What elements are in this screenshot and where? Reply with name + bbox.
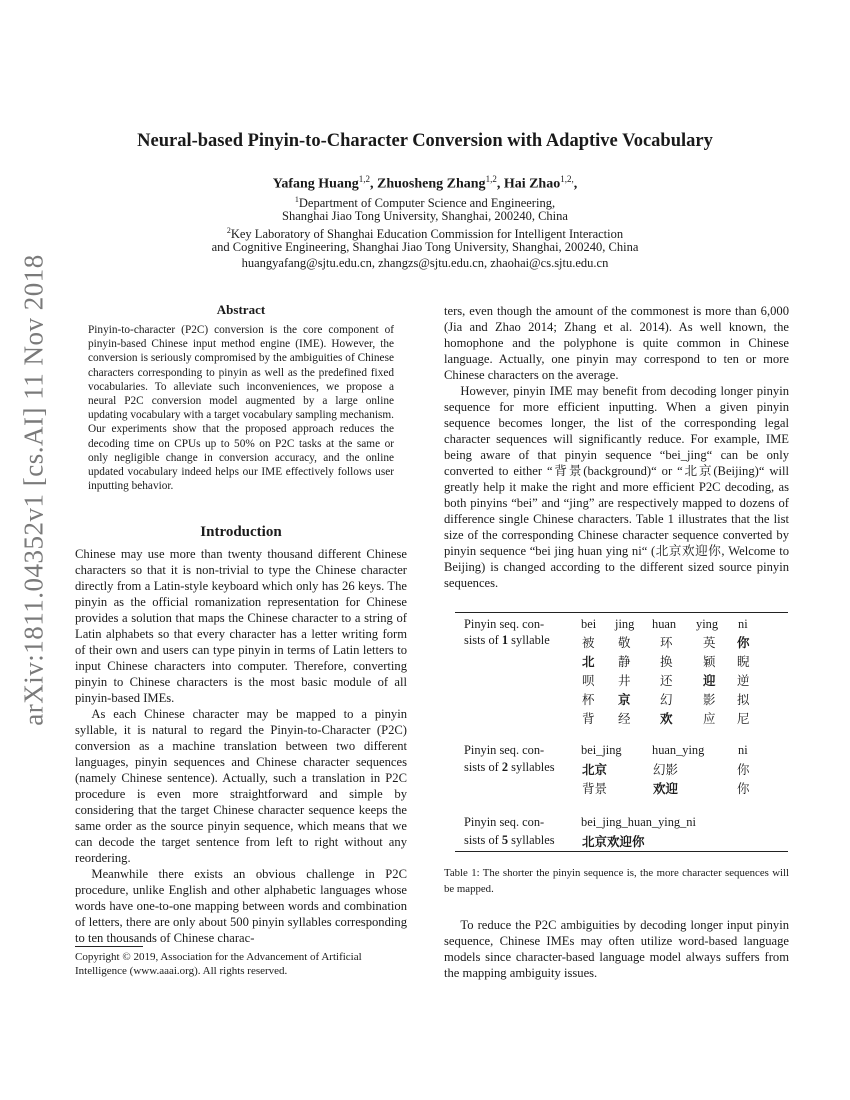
author-sep: ,: [573, 176, 578, 192]
table-cell: 你: [737, 762, 750, 777]
table-cell: 逆: [737, 673, 750, 688]
author-name: Hai Zhao: [503, 176, 561, 192]
label-text: syllables: [508, 760, 555, 774]
author-name: Yafang Huang: [272, 176, 359, 192]
table-cell-highlight: 你: [737, 635, 750, 650]
table-cell: 应: [703, 711, 716, 726]
paragraph: As each Chinese character may be mapped to a pinyin syllable, it is natural to regard the Pinyin-to-Character (P2C) conversion as a machine translation between two different languages, pinyin sequences and Chinese character sequences (namely Chinese sentence). Actually, such a translation in P2C procedure is even more straightforward and simple by considering that the target Chinese character sequence keeps the same order as the source pinyin sequence, which means that we can decode the target sentence from left to right without any reordering.: [75, 707, 407, 865]
label-text: syllable: [508, 633, 550, 647]
table-cell-highlight: 北: [582, 654, 595, 669]
table-header-cell: ying: [696, 617, 719, 631]
affil-text: Department of Computer Science and Engineering,: [298, 196, 556, 211]
author-affil-sup: 1,2,: [560, 174, 574, 184]
author-emails: huangyafang@sjtu.edu.cn, zhangzs@sjtu.edu.cn, zhaohai@cs.sjtu.edu.cn: [241, 256, 609, 270]
table-header-cell: ni: [738, 743, 748, 757]
right-column-body-continued: [444, 917, 789, 981]
table-header-cell: huan_ying: [652, 743, 705, 757]
table-header-cell: bei_jing: [581, 743, 622, 757]
table-cell-highlight: 北京欢迎你: [582, 834, 645, 849]
table-cell: 经: [618, 711, 631, 726]
label-text: sists of: [464, 633, 502, 647]
table-cell-highlight: 京: [618, 692, 631, 707]
section-label: [464, 633, 550, 648]
section-label: [464, 760, 555, 775]
table-cell: 井: [618, 673, 631, 688]
introduction-heading: Introduction: [200, 524, 282, 540]
table-cell-highlight: 欢迎: [653, 781, 679, 796]
label-number: 2: [501, 760, 509, 774]
table-cell: 你: [737, 781, 750, 796]
table-cell-highlight: 北京: [582, 762, 608, 777]
table-cell: 影: [703, 692, 716, 707]
affil-text: Key Laboratory of Shanghai Education Commission for Intelligent Interaction: [230, 227, 624, 242]
section-label: Pinyin seq. con-: [464, 617, 545, 631]
table-cell: 敬: [618, 635, 631, 650]
abstract-text: Pinyin-to-character (P2C) conversion is the core component of pinyin-based Chinese input method engine (IME). However, the conversion is seriously compromised by the ambiguities of Chinese characters corresponding to pinyin as well as the predefined fixed vocabularies. To alleviate such inconveniences, we propose a neural P2C conversion model augmented by a large online updating vocabulary with a target vocabulary sampling mechanism. Our experiments show that the proposed approach reduces the decoding time on CPUs up to 50% on P2C tasks at the same or only negligible change in conversion accuracy, and the online updated vocabulary indeed helps our IME effectively follows user inputting behavior.: [88, 324, 394, 493]
author-affil-sup: 1,2: [358, 174, 370, 184]
table-cell: 颖: [703, 654, 716, 669]
table-cell: 幻影: [653, 762, 679, 777]
affiliation-2-line-2: and Cognitive Engineering, Shanghai Jiao Tong University, Shanghai, 200240, China: [211, 240, 639, 254]
label-text: syllables: [508, 833, 555, 847]
table-cell: 被: [582, 635, 595, 650]
table-header-cell: bei: [581, 617, 597, 631]
table-cell: 英: [703, 635, 716, 650]
author-list: [0, 174, 850, 193]
paragraph: Chinese may use more than twenty thousand different Chinese characters so that it is non-trivial to type the Chinese character directly from a Latin-style keyboard which only has 26 keys. The pinyin as the official romanization representation for Chinese provides a solution that maps the Chinese character to a string of Latin alphabets so that every character has a letter writing form of their own and users can type pinyin in terms of Latin letters to input Chinese characters into computer. Therefore, converting pinyin to Chinese characters is the most basic module of all pinyin-based IMEs.: [75, 547, 407, 705]
arxiv-id: arXiv:1811.04352v1 [cs.AI] 11 Nov 2018: [18, 254, 49, 726]
table-cell: 尼: [737, 711, 750, 726]
table-cell-highlight: 迎: [703, 673, 716, 688]
footnote-rule: [75, 946, 143, 947]
table-header-cell: huan: [652, 617, 677, 631]
table-cell: 拟: [737, 692, 750, 707]
table-cell: 幻: [660, 692, 673, 707]
author-affil-sup: 1,2: [485, 174, 497, 184]
author-sep: ,: [496, 176, 504, 192]
paragraph: Meanwhile there exists an obvious challenge in P2C procedure, unlike English and other alphabetic languages whose words have one-to-one mapping between words and combination of letters, there are only about 500 pinyin syllables corresponding to ten thousands of Chinese charac-: [75, 867, 407, 945]
paragraph: ters, even though the amount of the commonest is more than 6,000 (Jia and Zhao 2014; Zhang et al. 2014). As well known, the homophone and the polyphone is quite common in Chinese language. Actually, one pinyin may correspond to ten or more Chinese characters on the average.: [444, 304, 789, 382]
paper-title: Neural-based Pinyin-to-Character Conversion with Adaptive Vocabulary: [137, 131, 713, 151]
table-header-cell: ni: [738, 617, 748, 631]
table-header-cell: bei_jing_huan_ying_ni: [581, 815, 696, 829]
copyright-notice: Copyright © 2019, Association for the Advancement of Artificial Intelligence (www.aaai.org). All rights reserved.: [75, 951, 362, 977]
label-number: 5: [501, 833, 509, 847]
label-text: sists of: [464, 760, 502, 774]
label-number: 1: [501, 633, 509, 647]
pinyin-mapping-table: [455, 613, 788, 850]
table-cell: 背景: [582, 781, 608, 796]
author-name: Zhuosheng Zhang: [377, 176, 486, 192]
table-cell: 呗: [582, 673, 595, 688]
section-label: Pinyin seq. con-: [464, 815, 545, 829]
paragraph: To reduce the P2C ambiguities by decoding longer input pinyin sequence, Chinese IMEs may often utilize word-based language models since character-based language model always suffers from the mapping ambiguity issues.: [444, 918, 789, 980]
paragraph: However, pinyin IME may benefit from decoding longer pinyin sequence for more efficient inputting. When a given pinyin sequence becomes longer, the list of the corresponding legal character sequences will significantly reduce. For example, IME being aware of that pinyin sequence “bei_jing“ can be only converted to either “背景(background)“ or “北京(Beijing)“ will greatly help it make the right and more efficient P2C decoding, as both pinyins “bei” and “jing” are respectively mapped to dozens of difference single Chinese characters. Table 1 illustrates that the list size of the corresponding Chinese character sequence converted by pinyin sequence “bei jing huan ying ni“ (北京欢迎你, Welcome to Beijing) is changed according to the different sized source pinyin sequences.: [444, 384, 789, 590]
label-text: sists of: [464, 833, 502, 847]
table-cell-highlight: 欢: [660, 711, 673, 726]
table-caption: Table 1: The shorter the pinyin sequence is, the more character sequences will be mapped.: [444, 867, 789, 895]
table-cell: 换: [660, 654, 673, 669]
author-sep: ,: [370, 176, 377, 192]
arxiv-stamp: [14, 254, 54, 726]
table-cell: 还: [660, 673, 673, 688]
table-cell: 环: [660, 635, 673, 650]
affiliation-1-line-2: Shanghai Jiao Tong University, Shanghai, 200240, China: [282, 209, 568, 223]
affil-sup: 2: [226, 226, 231, 235]
table-cell: 杯: [582, 692, 595, 707]
abstract-heading: Abstract: [216, 302, 266, 317]
introduction-body: [75, 546, 407, 946]
section-label: Pinyin seq. con-: [464, 743, 545, 757]
table-cell: 睨: [737, 654, 750, 669]
table-cell: 背: [582, 711, 595, 726]
table-header-cell: jing: [615, 617, 635, 631]
affil-sup: 1: [294, 195, 299, 204]
section-label: [464, 833, 555, 848]
table-bottom-rule: [455, 851, 788, 852]
right-column-body: [444, 303, 789, 591]
table-cell: 静: [618, 654, 631, 669]
